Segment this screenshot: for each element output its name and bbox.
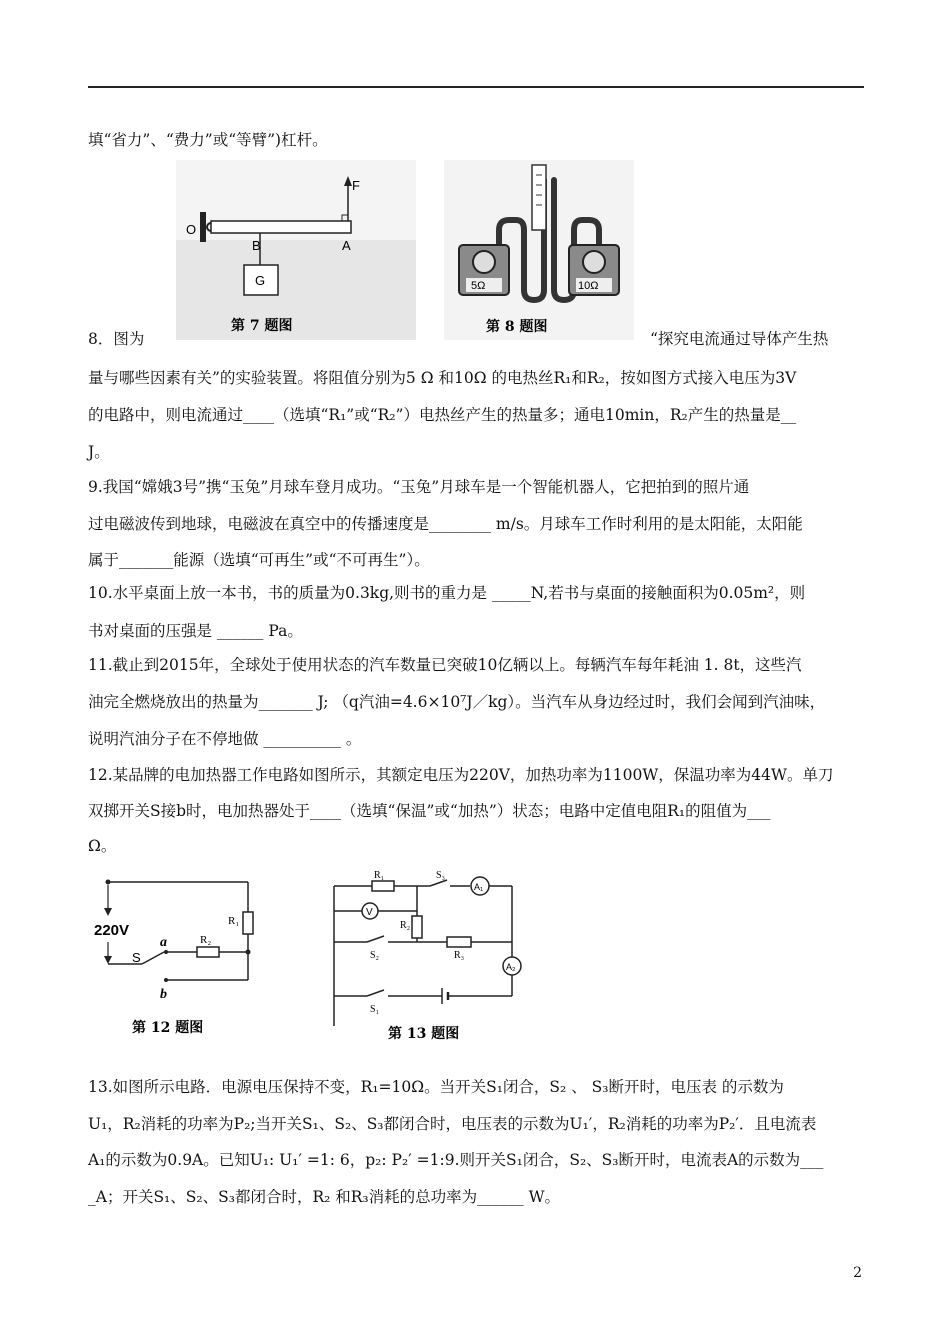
text-line-8: 过电磁波传到地球，电磁波在真空中的传播速度是________ m/s。月球车工作时利用的是太阳能，太阳能 [88, 515, 803, 533]
s2-label: S₂ [370, 950, 380, 961]
figure-13 [322, 866, 522, 1046]
fig8-caption: 第 8 题图 [486, 319, 548, 335]
text-line-17: Ω。 [88, 837, 117, 855]
page-number: 2 [853, 1265, 862, 1281]
text-line-4: 量与哪些因素有关”的实验装置。将阻值分别为5 Ω 和10Ω 的电热丝R₁和R₂，按如图方式接入电压为3V [88, 369, 797, 387]
text-line-12: 11.截止到2015年，全球处于使用状态的汽车数量已突破10亿辆以上。每辆汽车每年耗油 1. 8t，这些汽 [88, 656, 802, 674]
ammeter-a2-icon: A₂ [506, 962, 516, 972]
s1-label: S₁ [370, 1004, 380, 1015]
resistor-5-label: 5Ω [471, 280, 486, 292]
fig7-caption: 第 7 题图 [231, 318, 293, 334]
text-line-20: A₁的示数为0.9A。已知U₁: U₁′ =1: 6，p₂: P₂′ =1:9.则开关S₁闭合，S₂、S₃断开时，电流表A的示数为___ [88, 1151, 824, 1169]
label-F: F [352, 178, 360, 193]
contact-b-label: b [160, 987, 167, 1002]
figure-12 [92, 872, 272, 1042]
text-line-18: 13.如图所示电路．电源电压保持不变，R₁=10Ω。当开关S₁闭合，S₂ 、 S₃断开时，电压表 的示数为 [88, 1078, 784, 1096]
figure-8 [444, 160, 634, 340]
label-A: A [342, 238, 351, 253]
text-line-9: 属于_______能源（选填“可再生”或“不可再生”）。 [88, 551, 430, 569]
text-line-6: J。 [88, 443, 110, 461]
ammeter-a1-icon: A₁ [474, 882, 484, 892]
text-line-7: 9.我国“嫦娥3号”携“玉兔”月球车登月成功。“玉兔”月球车是一个智能机器人，它把拍到的照片通 [88, 478, 750, 496]
header-rule [88, 86, 864, 88]
text-line-21: _A；开关S₁、S₂、S₃都闭合时，R₂ 和R₃消耗的总功率为______ W。 [88, 1188, 560, 1206]
r2-label: R₂ [400, 920, 411, 931]
r2-label: R₂ [200, 934, 212, 946]
voltmeter-icon: V [366, 907, 373, 918]
r3-label: R₃ [454, 950, 465, 961]
q8-line-end: “探究电流通过导体产生热 [650, 330, 829, 348]
resistor-10-label: 10Ω [578, 280, 599, 292]
text-line-11: 书对桌面的压强是 ______ Pa。 [88, 622, 303, 640]
label-G: G [255, 273, 266, 288]
s3-label: S₃ [436, 870, 446, 881]
q8-line-start: 8．图为 [88, 330, 145, 348]
r1-label: R₁ [374, 870, 385, 881]
text-line-16: 双掷开关S接b时，电加热器处于____（选填“保温”或“加热”）状态；电路中定值电阻R₁的阻值为___ [88, 802, 771, 820]
label-B: B [252, 238, 261, 253]
text-line-5: 的电路中，则电流通过____（选填“R₁”或“R₂”）电热丝产生的热量多；通电10min，R₂产生的热量是__ [88, 406, 797, 424]
fig12-caption: 第 12 题图 [132, 1020, 204, 1036]
text-line-15: 12.某品牌的电加热器工作电路如图所示，其额定电压为220V，加热功率为1100W，保温功率为44W。单刀 [88, 766, 834, 784]
text-line-19: U₁，R₂消耗的功率为P₂;当开关S₁、S₂、S₃都闭合时，电压表的示数为U₁′，R₂消耗的功率为P₂′．且电流表 [88, 1115, 817, 1133]
text-line-10: 10.水平桌面上放一本书，书的质量为0.3kg,则书的重力是 _____N,若书与桌面的接触面积为0.05m²，则 [88, 584, 806, 602]
switch-s-label: S [132, 950, 141, 965]
label-O: O [186, 222, 197, 237]
fig13-caption: 第 13 题图 [388, 1026, 460, 1042]
figure-7 [176, 160, 416, 340]
contact-a-label: a [160, 935, 167, 950]
text-line-14: 说明汽油分子在不停地做 __________ 。 [88, 730, 362, 748]
r1-label: R₁ [228, 915, 240, 927]
voltage-label: 220V [94, 922, 130, 939]
text-line-13: 油完全燃烧放出的热量为_______ J; （q汽油=4.6×10⁷J／kg）。当汽车从身边经过时，我们会闻到汽油味， [88, 693, 826, 711]
text-line-1: 填“省力”、“费力”或“等臂”)杠杆。 [88, 131, 328, 149]
